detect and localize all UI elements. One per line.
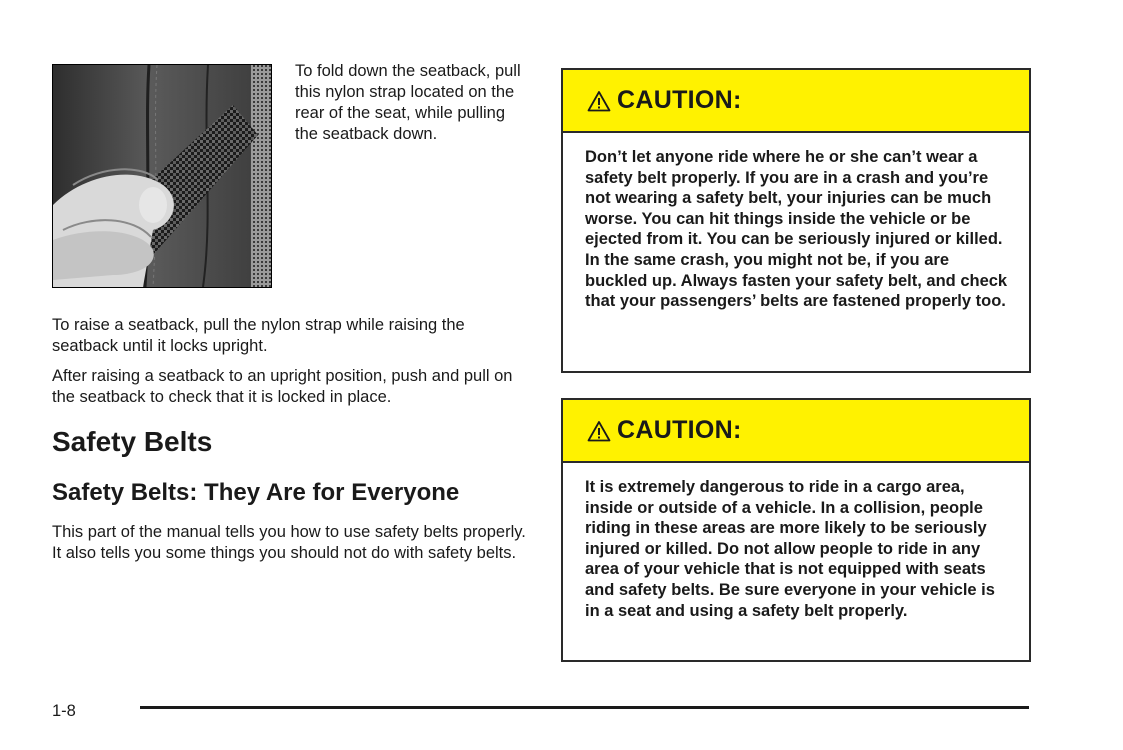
caution-text: Don’t let anyone ride where he or she can’t wear a safety belt properly. If you are in a crash and you’re not wearing a safety belt, your injuries can be much worse. You can hit things inside the vehicle or be ejected from it. You can be seriously injured or killed. In the same crash, you might not be, if you are buckled up. Always fasten your safety belt, and check that your passengers’ belts are fastened properly too. <box>585 148 1008 311</box>
photo-caption: To fold down the seatback, pull this nylon strap located on the rear of the seat, while pulling the seatback down. <box>295 62 521 143</box>
raise-seatback-paragraph: To raise a seatback, pull the nylon strap while raising the seatback until it locks upright. <box>52 316 465 355</box>
caution-text: It is extremely dangerous to ride in a cargo area, inside or outside of a vehicle. In a collision, people riding in these areas are more likely to be seriously injured or killed. Do not allow people to ride in any area of your vehicle that is not equipped with seats and safety belts. Be sure everyone in your vehicle is in a seat and using a safety belt properly. <box>585 478 995 620</box>
subsection-heading: Safety Belts: They Are for Everyone <box>52 479 460 506</box>
warning-triangle-icon <box>587 90 611 112</box>
caution-title: CAUTION: <box>617 86 742 114</box>
caution-box-1 <box>561 68 1031 373</box>
footer-rule <box>140 706 1029 709</box>
seatback-strap-illustration <box>53 65 271 287</box>
caution-header <box>563 70 1029 133</box>
page-number: 1-8 <box>52 702 76 720</box>
seatback-strap-photo <box>52 64 272 288</box>
caution-box-2 <box>561 398 1031 662</box>
intro-paragraph: This part of the manual tells you how to use safety belts properly. It also tells you some things you should not do with safety belts. <box>52 523 526 562</box>
section-heading: Safety Belts <box>52 426 213 457</box>
warning-triangle-icon <box>587 420 611 442</box>
check-locked-paragraph: After raising a seatback to an upright position, push and pull on the seatback to check that it is locked in place. <box>52 367 513 406</box>
caution-header <box>563 400 1029 463</box>
caution-title: CAUTION: <box>617 416 742 444</box>
